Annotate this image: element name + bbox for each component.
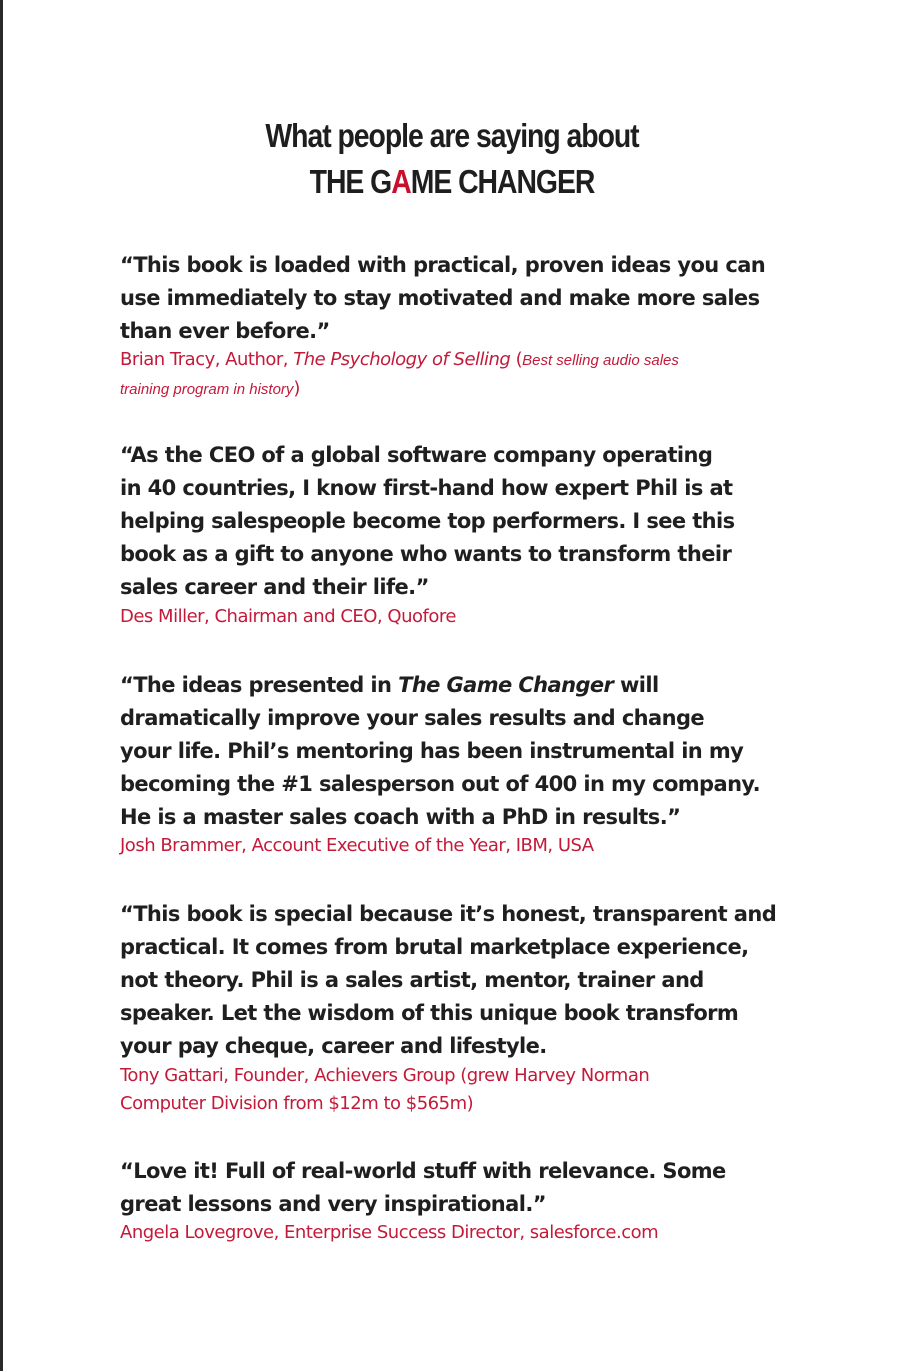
testimonial-3-attribution [120,832,820,860]
paren: ( [510,349,523,370]
testimonial-4-quote [120,898,800,1063]
quote-suffix: will [620,673,659,697]
testimonial-1-quote [120,249,800,348]
heading-line-1: What people are saying about [265,117,639,154]
quote-line: great lessons and very inspirational.” [120,1192,546,1216]
testimonial-1-attribution [120,346,820,404]
heading-title-accent: A [391,163,411,200]
quote-line: your life. Phil’s mentoring has been instrumental in my [120,739,744,763]
attribution-line [120,346,820,375]
quote-line: in 40 countries, I know first-hand how expert Phil is at [120,476,733,500]
testimonial-4-attribution [120,1062,820,1118]
quote-line: “As the CEO of a global software company operating [120,443,713,467]
attribution-line [120,375,820,404]
paren: ) [293,378,300,399]
attribution-note: training program in history [120,381,294,398]
attribution-book-title: The Psychology of Selling [293,349,511,370]
quote-line: use immediately to stay motivated and make more sales [120,286,760,310]
quote-line: practical. It comes from brutal marketplace experience, [120,935,749,959]
quote-line: He is a master sales coach with a PhD in results.” [120,805,681,829]
attribution-name: Brian Tracy, Author, [120,349,294,370]
heading-line-2 [63,159,840,205]
quote-line: “Love it! Full of real-world stuff with relevance. Some [120,1159,726,1183]
quote-line: your pay cheque, career and lifestyle. [120,1034,547,1058]
quote-line: than ever before.” [120,319,330,343]
page-left-edge [0,0,3,1371]
quote-line: speaker. Let the wisdom of this unique book transform [120,1001,739,1025]
quote-line: “This book is loaded with practical, proven ideas you can [120,253,766,277]
testimonial-2-quote [120,439,800,604]
attribution-line: Computer Division from $12m to $565m) [120,1093,474,1114]
quote-line: sales career and their life.” [120,575,429,599]
attribution-note: Best selling audio sales [522,352,679,369]
quote-line: dramatically improve your sales results and change [120,706,705,730]
quote-prefix: “The ideas presented in [120,673,399,697]
attribution-line: Josh Brammer, Account Executive of the Year, IBM, USA [120,835,594,856]
testimonial-5-quote [120,1155,800,1221]
page-heading [63,113,840,205]
attribution-line: Angela Lovegrove, Enterprise Success Director, salesforce.com [120,1222,659,1243]
attribution-line: Des Miller, Chairman and CEO, Quofore [120,606,456,627]
attribution-line: Tony Gattari, Founder, Achievers Group (grew Harvey Norman [120,1065,650,1086]
quote-line: “This book is special because it’s honest, transparent and [120,902,777,926]
quote-line: book as a gift to anyone who wants to transform their [120,542,732,566]
quote-book-title: The Game Changer [398,673,614,697]
quote-line: not theory. Phil is a sales artist, mentor, trainer and [120,968,704,992]
heading-title-post: ME CHANGER [410,163,595,200]
heading-title-pre: THE G [309,163,392,200]
quote-line: helping salespeople become top performers. I see this [120,509,735,533]
quote-line [120,669,800,702]
testimonial-5-attribution [120,1219,820,1247]
quote-line: becoming the #1 salesperson out of 400 in my company. [120,772,760,796]
testimonial-3-quote [120,669,800,834]
testimonial-2-attribution [120,603,820,631]
